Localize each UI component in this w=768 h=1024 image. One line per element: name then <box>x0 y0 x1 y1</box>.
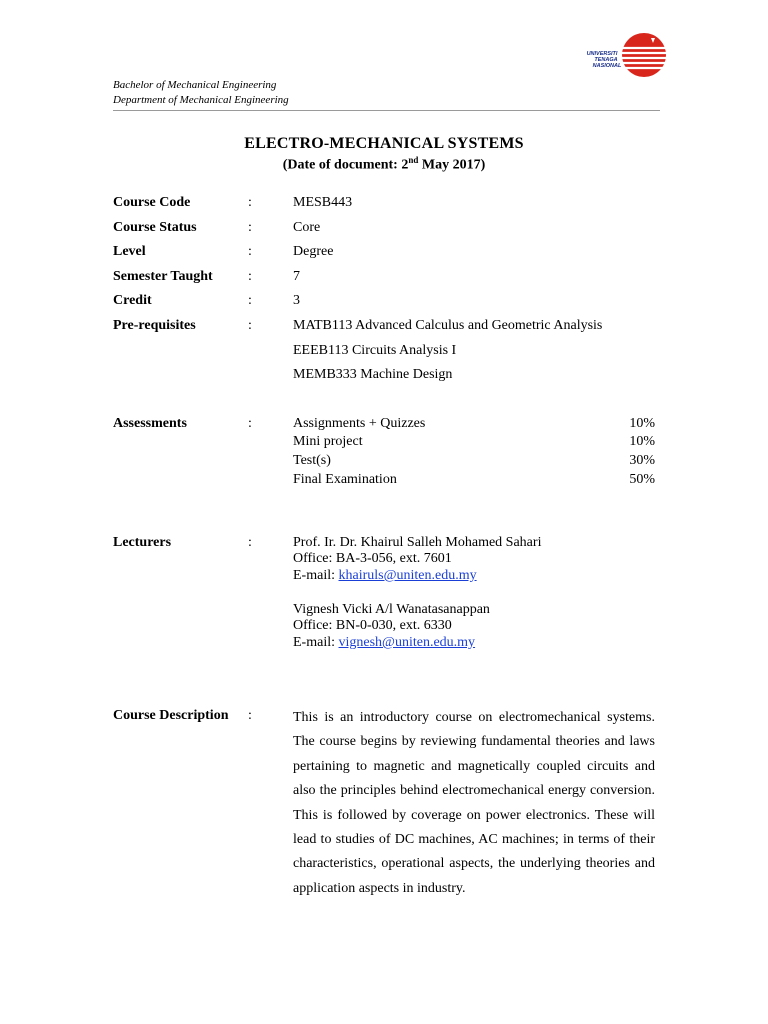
department-name: Department of Mechanical Engineering <box>113 94 289 106</box>
semester-value: 7 <box>293 269 300 284</box>
logo-text-2: TENAGA <box>594 57 618 63</box>
logo-text-1: UNIVERSITI <box>586 51 618 57</box>
email-prefix: E-mail: <box>293 635 339 650</box>
level-value: Degree <box>293 244 334 259</box>
course-status-value: Core <box>293 220 321 235</box>
lecturer-email-line <box>293 635 475 651</box>
assessment-weight: 50% <box>629 472 655 487</box>
date-suffix: May 2017) <box>418 157 486 173</box>
colon: : <box>248 269 252 284</box>
course-code-label: Course Code <box>113 195 191 210</box>
assessment-weight: 30% <box>629 453 655 468</box>
colon: : <box>248 318 252 333</box>
colon: : <box>248 293 252 308</box>
prerequisite-item: MATB113 Advanced Calculus and Geometric Analysis <box>293 318 603 333</box>
lecturer-office: Office: BA-3-056, ext. 7601 <box>293 551 452 566</box>
course-code-value: MESB443 <box>293 195 353 210</box>
colon: : <box>248 708 252 723</box>
prerequisite-item: EEEB113 Circuits Analysis I <box>293 343 457 358</box>
document-date <box>0 155 768 174</box>
logo-text-3: NASIONAL <box>592 63 622 69</box>
semester-label: Semester Taught <box>113 269 213 284</box>
colon: : <box>248 535 252 550</box>
assessment-weight: 10% <box>629 434 655 449</box>
lecturers-label: Lecturers <box>113 535 172 550</box>
lecturer-name: Vignesh Vicki A/l Wanatasanappan <box>293 602 490 617</box>
document-title: ELECTRO-MECHANICAL SYSTEMS <box>244 135 524 152</box>
university-logo <box>562 28 666 88</box>
assessment-name: Test(s) <box>293 453 331 468</box>
lecturer-email-line <box>293 568 477 584</box>
lecturer-email-link[interactable]: khairuls@uniten.edu.my <box>338 568 477 583</box>
lecturer-email-link[interactable]: vignesh@uniten.edu.my <box>338 635 476 650</box>
assessment-name: Mini project <box>293 434 363 449</box>
date-superscript: nd <box>408 155 419 165</box>
colon: : <box>248 195 252 210</box>
assessment-name: Assignments + Quizzes <box>293 416 426 431</box>
email-prefix: E-mail: <box>293 568 339 583</box>
colon: : <box>248 416 252 431</box>
colon: : <box>248 220 252 235</box>
credit-value: 3 <box>293 293 300 308</box>
date-prefix: (Date of document: 2 <box>282 157 409 173</box>
course-status-label: Course Status <box>113 220 197 235</box>
colon: : <box>248 244 252 259</box>
credit-label: Credit <box>113 293 152 308</box>
assessment-name: Final Examination <box>293 472 397 487</box>
lecturer-office: Office: BN-0-030, ext. 6330 <box>293 618 452 633</box>
programme-name: Bachelor of Mechanical Engineering <box>113 79 277 91</box>
prerequisites-label: Pre-requisites <box>113 318 196 333</box>
course-description-text: This is an introductory course on electromechanical systems. The course begins by reviewing fundamental theories and laws pertaining to magnetic and magnetically coupled circuits and also the principles behind electromechanical energy conversion. This is followed by coverage on power electronics. These will lead to studies of DC machines, AC machines; in terms of their characteristics, operational aspects, the underlying theories and application aspects in industry. <box>293 710 655 896</box>
level-label: Level <box>113 244 146 259</box>
assessments-label: Assessments <box>113 416 187 431</box>
assessment-weight: 10% <box>629 416 655 431</box>
header-divider <box>113 110 660 111</box>
lecturer-name: Prof. Ir. Dr. Khairul Salleh Mohamed Sahari <box>293 535 542 550</box>
course-description-label: Course Description <box>113 708 229 723</box>
prerequisite-item: MEMB333 Machine Design <box>293 367 453 382</box>
